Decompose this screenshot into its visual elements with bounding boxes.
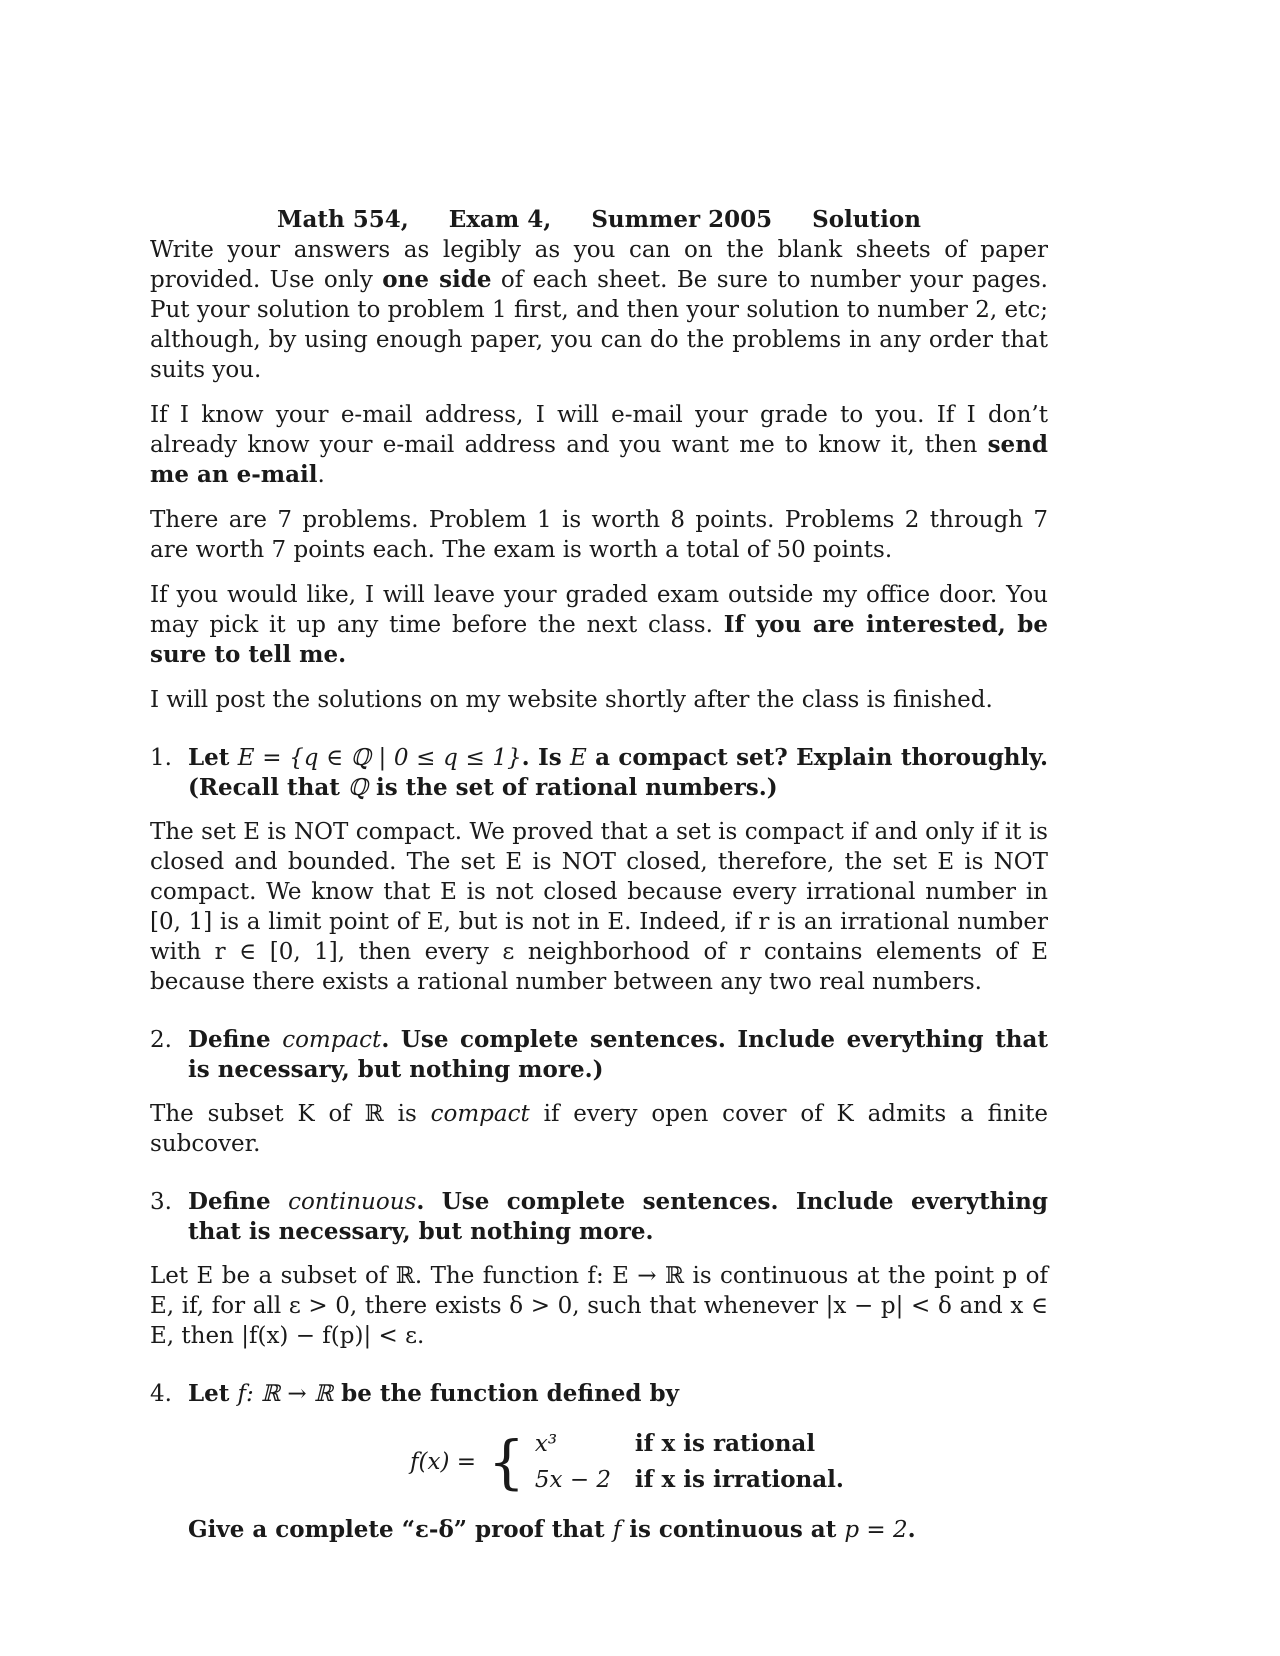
question-text: a compact set? Explain thoroughly. (Recall that xyxy=(188,744,1049,801)
math-expression: ℚ xyxy=(347,775,368,801)
instructions-text: If I know your e-mail address, I will e-mail your grade to you. If I don’t already know your e-mail address and you want me to know it, then xyxy=(150,402,1048,458)
problem-2-answer xyxy=(150,1099,1048,1159)
problem-4-question xyxy=(150,1379,1048,1409)
problem-1-question xyxy=(150,743,1048,803)
question-text: is continuous at xyxy=(621,1516,845,1543)
problem-number: 1. xyxy=(150,745,172,771)
problem-text xyxy=(188,1379,1048,1409)
problem-number: 2. xyxy=(150,1027,172,1053)
solution-label: Solution xyxy=(812,206,921,233)
defined-term: compact xyxy=(430,1101,530,1127)
case-2-expression: 5x − 2 xyxy=(534,1467,612,1493)
case-1-condition: if x is rational xyxy=(634,1430,816,1457)
question-text: be the function defined by xyxy=(333,1380,679,1407)
instructions-text: . xyxy=(317,462,325,488)
problem-4-followup xyxy=(188,1515,1048,1545)
left-brace: { xyxy=(488,1428,525,1496)
math-expression: f xyxy=(612,1517,622,1543)
instructions-emphasis: If you are interested, be sure to tell me. xyxy=(150,611,1048,668)
question-text: Give a complete “ε-δ” proof that xyxy=(188,1516,613,1543)
question-text: . Use complete sentences. Include everything that is necessary, but nothing more. xyxy=(188,1188,1048,1245)
answer-text: The subset K of ℝ is xyxy=(150,1101,431,1127)
problem-number: 4. xyxy=(150,1381,172,1407)
instructions-text: of each sheet. Be sure to number your pages. Put your solution to problem 1 first, and then your solution to number 2, etc; although, by using enough paper, you can do the problems in any order that suits you. xyxy=(150,267,1048,383)
question-text: . xyxy=(907,1516,916,1543)
problem-2-question xyxy=(150,1025,1048,1085)
case-1-expression: x³ xyxy=(534,1431,558,1457)
math-expression: E = {q ∈ ℚ | 0 ≤ q ≤ 1} xyxy=(237,745,522,771)
instructions-paragraph-2 xyxy=(150,400,1048,490)
problem-3-question xyxy=(150,1187,1048,1247)
instructions-paragraph-4 xyxy=(150,580,1048,670)
term-label: Summer 2005 xyxy=(591,206,773,233)
course-label: Math 554, xyxy=(277,206,409,233)
exam-label: Exam 4, xyxy=(448,206,552,233)
question-text: is the set of rational numbers.) xyxy=(367,774,778,801)
defined-term: compact xyxy=(282,1027,382,1053)
instructions-text: If you would like, I will leave your graded exam outside my office door. You may pick it up any time before the next class. xyxy=(150,582,1048,638)
case-2-condition: if x is irrational. xyxy=(634,1466,844,1493)
question-text: Let xyxy=(188,744,238,771)
exam-page xyxy=(150,205,1048,1545)
math-expression: f: ℝ → ℝ xyxy=(237,1381,334,1407)
question-text: Let xyxy=(188,1380,238,1407)
math-expression: E xyxy=(570,745,587,771)
instructions-paragraph-3: There are 7 problems. Problem 1 is worth 8 points. Problems 2 through 7 are worth 7 points each. The exam is worth a total of 50 points. xyxy=(150,507,1048,563)
question-text: Define xyxy=(188,1026,283,1053)
function-cases xyxy=(535,1429,844,1495)
problem-1-answer: The set E is NOT compact. We proved that a set is compact if and only if it is closed and bounded. The set E is NOT closed, therefore, the set E is NOT compact. We know that E is not closed because every irrational number in [0, 1] is a limit point of E, but is not in E. Indeed, if r is an irrational number with r ∈ [0, 1], then every ε neighborhood of r contains elements of E because there exists a rational number between any two real numbers. xyxy=(150,819,1048,995)
problem-text xyxy=(188,743,1048,803)
problem-number: 3. xyxy=(150,1189,172,1215)
instructions-text: Write your answers as legibly as you can on the blank sheets of paper provided. Use only xyxy=(150,237,1048,293)
instructions-emphasis: send me an e-mail xyxy=(150,431,1048,488)
defined-term: continuous xyxy=(288,1189,417,1215)
instructions-paragraph-5: I will post the solutions on my website shortly after the class is finished. xyxy=(150,687,993,713)
exam-title xyxy=(150,205,1048,235)
question-text: . Use complete sentences. Include everything that is necessary, but nothing more.) xyxy=(188,1026,1048,1083)
question-text: . Is xyxy=(521,744,571,771)
instructions-paragraph-1 xyxy=(150,235,1048,385)
piecewise-function xyxy=(410,1429,1048,1495)
problem-3-answer: Let E be a subset of ℝ. The function f: E → ℝ is continuous at the point p of E, if, for all ε > 0, there exists δ > 0, such that whenever |x − p| < δ and x ∈ E, then |f(x) − f(p)| < ε. xyxy=(150,1263,1048,1349)
problem-text xyxy=(188,1025,1048,1085)
instructions-emphasis: one side xyxy=(382,266,492,293)
math-expression: p = 2 xyxy=(844,1517,908,1543)
function-lhs: f(x) = xyxy=(410,1449,477,1475)
question-text: Define xyxy=(188,1188,289,1215)
answer-text: if every open cover of K admits a finite subcover. xyxy=(150,1101,1048,1157)
problem-text xyxy=(188,1187,1048,1247)
